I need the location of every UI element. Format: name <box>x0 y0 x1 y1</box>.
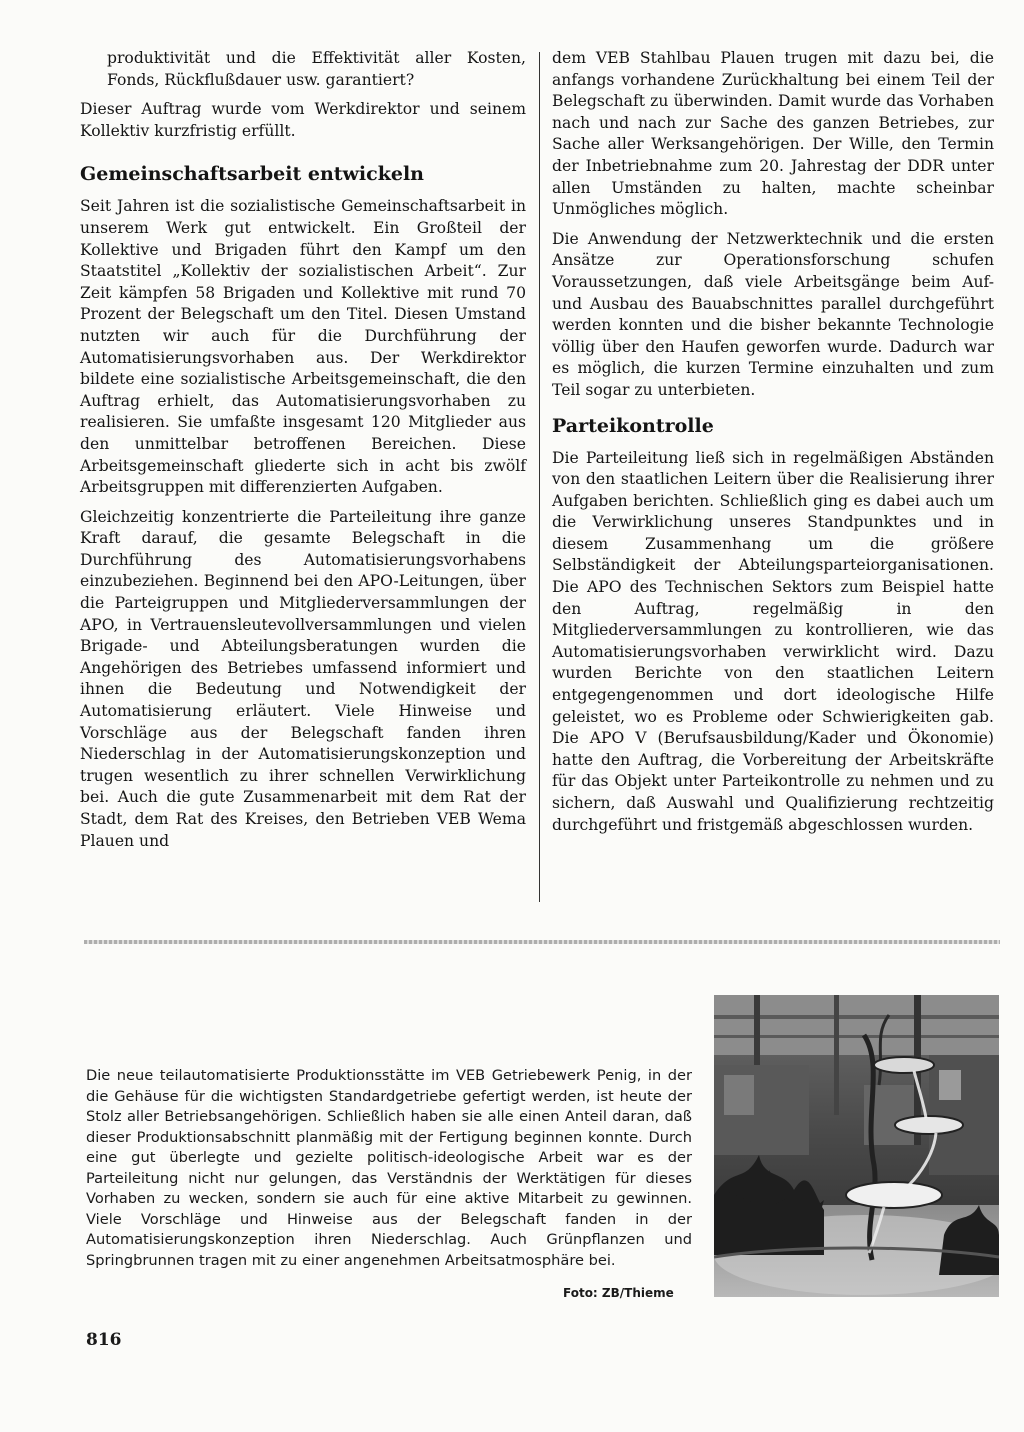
fountain-photo-image <box>714 995 999 1297</box>
factory-fountain-photo <box>714 995 999 1297</box>
paragraph: Seit Jahren ist die sozialistische Gemeinschaftsarbeit in unserem Werk gut entwickelt. Ein Großteil der Kollektive und Brigaden führt den Kampf um den Staatstitel „Kollektiv der sozialistischen Arbeit“. Zur Zeit kämpfen 58 Brigaden und Kollektive mit rund 70 Prozent der Belegschaft um den Titel. Diesen Umstand nutzten wir auch für die Durchführung der Automatisierungsvorhaben aus. Der Werkdirektor bildete eine sozialistische Arbeitsgemeinschaft, die den Auftrag erhielt, das Automatisierungsvorhaben zu realisieren. Sie umfaßte insgesamt 120 Mitglieder aus den unmittelbar betroffenen Bereichen. Diese Arbeitsgemeinschaft gliederte sich in acht bis zwölf Arbeitsgruppen mit differenzierten Aufgaben. <box>80 197 526 497</box>
right-column <box>552 48 994 844</box>
left-column <box>80 48 526 860</box>
paragraph: Gleichzeitig konzentrierte die Parteileitung ihre ganze Kraft darauf, die gesamte Belegschaft in die Durchführung des Automatisierungsvorhabens einzubeziehen. Beginnend bei den APO-Leitungen, über die Parteigruppen und Mitgliederversammlungen der APO, in Vertrauensleutevollversammlungen und vielen Brigade- und Abteilungsberatungen wurden die Angehörigen des Betriebes umfassend informiert und ihnen die Bedeutung und Notwendigkeit der Automatisierung erläutert. Viele Hinweise und Vorschläge aus der Belegschaft fanden ihren Niederschlag in der Automatisierungskonzeption und trugen wesentlich zu ihrer schnellen Verwirklichung bei. Auch die gute Zusammenarbeit mit dem Rat der Stadt, dem Rat des Kreises, den Betrieben VEB Wema Plauen und <box>80 507 526 850</box>
paragraph: Die Parteileitung ließ sich in regelmäßigen Abständen von den staatlichen Leitern über die Realisierung ihrer Aufgaben berichten. Schließlich ging es dabei auch um die Verwirklichung unseres Standpunktes und in diesem Zusammenhang um die größere Selbständigkeit der Abteilungsparteiorganisationen. Die APO des Technischen Sektors zum Beispiel hatte den Auftrag, regelmäßig in den Mitgliederversammlungen zu kontrollieren, wie das Automatisierungsvorhaben verwirklicht wird. Dazu wurden Berichte von den staatlichen Leitern entgegengenommen und dort ideologische Hilfe geleistet, wo es Probleme oder Schwierigkeiten gab. Die APO V (Berufsausbildung/Kader und Ökonomie) hatte den Auftrag, die Vorbereitung der Arbeitskräfte für das Objekt unter Parteikontrolle zu nehmen und zu sichern, daß Auswahl und Qualifizierung rechtzeitig durchgeführt und fristgemäß abgeschlossen wurden. <box>552 448 994 834</box>
intro-paragraph: produktivität und die Effektivität aller Kosten, Fonds, Rückflußdauer usw. garantiert? <box>107 49 526 89</box>
paragraph: Die Anwendung der Netzwerktechnik und die ersten Ansätze zur Operationsforschung schufen Voraussetzungen, daß viele Arbeitsgänge beim Auf- und Ausbau des Bauabschnittes parallel durchgeführt werden konnten und die bisher bekannte Technologie völlig über den Haufen geworfen wurde. Dadurch war es möglich, die kurzen Termine einzuhalten und zum Teil sogar zu unterbieten. <box>552 229 994 399</box>
page-number: 816 <box>86 1330 122 1350</box>
photo-caption: Die neue teilautomatisierte Produktionsstätte im VEB Getriebewerk Penig, in der die Gehäuse für die wichtigsten Standardgetriebe gefertigt werden, ist heute der Stolz aller Betriebsangehörigen. Schließlich haben sie alle einen Anteil daran, daß dieser Produktionsabschnitt planmäßig mit der Fertigung beginnen konnte. Durch eine gut überlegte und gezielte politisch-ideologische Arbeit war es der Parteileitung nicht nur gelungen, das Verständnis der Werktätigen für dieses Vorhaben zu wecken, sondern sie auch für eine aktive Mitarbeit zu gewinnen. Viele Vorschläge und Hinweise aus der Belegschaft fanden in der Automatisierungskonzeption ihren Niederschlag. Auch Grünpflanzen und Springbrunnen tragen mit zu einer angenehmen Arbeitsatmosphäre bei. <box>86 1067 692 1269</box>
column-divider <box>539 52 540 902</box>
section-heading-parteikontrolle: Parteikontrolle <box>552 414 714 437</box>
section-divider <box>84 940 1000 944</box>
paragraph: dem VEB Stahlbau Plauen trugen mit dazu bei, die anfangs vorhandene Zurückhaltung bei einem Teil der Belegschaft zu überwinden. Damit wurde das Vorhaben nach und nach zur Sache des ganzen Betriebes, zur Sache aller Werksangehörigen. Der Wille, den Termin der Inbetriebnahme zum 20. Jahrestag der DDR unter allen Umständen zu halten, machte scheinbar Unmögliches möglich. <box>552 49 994 219</box>
intro-followup: Dieser Auftrag wurde vom Werkdirektor und seinem Kollektiv kurzfristig erfüllt. <box>80 100 526 140</box>
section-heading-gemeinschaftsarbeit: Gemeinschaftsarbeit entwickeln <box>80 163 424 186</box>
photo-credit: Foto: ZB/Thieme <box>563 1286 674 1300</box>
